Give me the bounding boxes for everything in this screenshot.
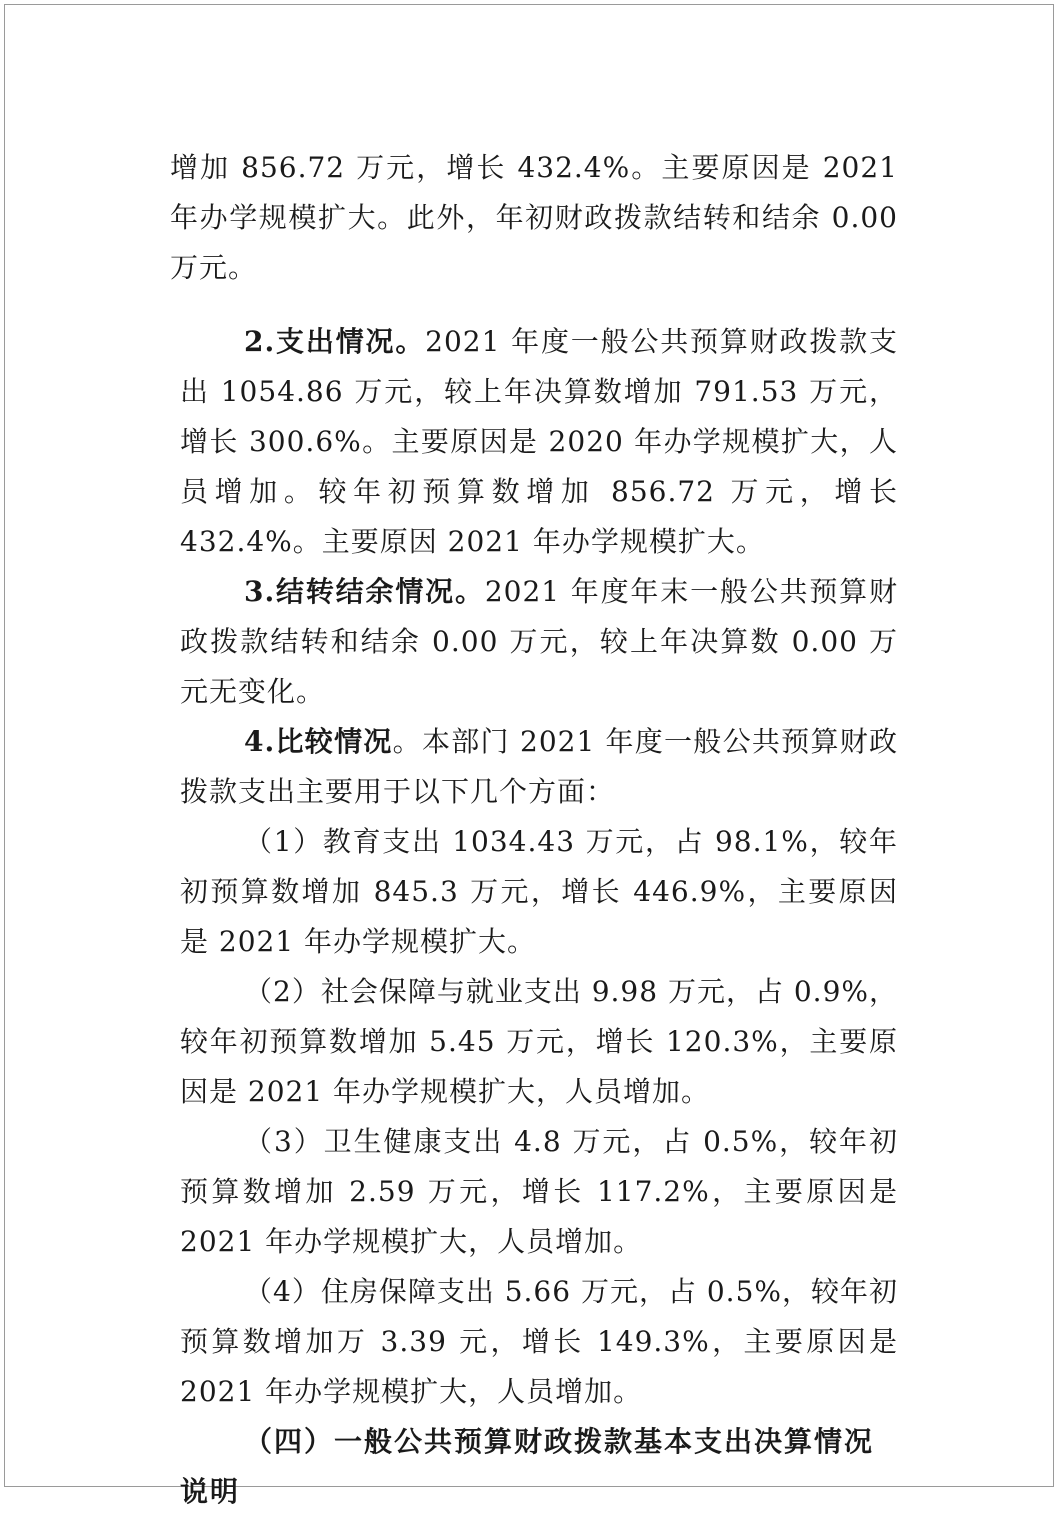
list-item-housing: （4）住房保障支出 5.66 万元，占 0.5%，较年初预算数增加万 3.39 元，增长 149.3%，主要原因是 2021 年办学规模扩大，人员增加。 (180, 1275, 898, 1408)
section-heading: （四）一般公共预算财政拨款基本支出决算情况说明 (180, 1425, 875, 1508)
expenditure-text: 2021 年度一般公共预算财政拨款支出 1054.86 万元，较上年决算数增加 791.53 万元，增长 300.6%。主要原因是 2020 年办学规模扩大，人员增加。较年初预算数增加 856.72 万元，增长 432.4%。主要原因 2021 年办学规模扩大。 (180, 325, 898, 558)
paragraph-income-continued: 增加 856.72 万元，增长 432.4%。主要原因是 2021 年办学规模扩大。此外，年初财政拨款结转和结余 0.00 万元。 (170, 151, 898, 284)
document-page (4, 4, 1054, 1508)
paragraph-carryover (180, 567, 898, 717)
heading-carryover: 3.结转结余情况。 (244, 575, 485, 608)
body-block (170, 317, 898, 1517)
paragraph-expenditure (180, 317, 898, 567)
list-item-health: （3）卫生健康支出 4.8 万元，占 0.5%，较年初预算数增加 2.59 万元，增长 117.2%，主要原因是 2021 年办学规模扩大，人员增加。 (180, 1125, 898, 1258)
list-item-education: （1）教育支出 1034.43 万元，占 98.1%，较年初预算数增加 845.3 万元，增长 446.9%，主要原因是 2021 年办学规模扩大。 (180, 825, 898, 958)
paragraph-gap (170, 293, 898, 317)
comparison-text: 。本部门 2021 年度一般公共预算财政拨款支出主要用于以下几个方面： (180, 725, 899, 808)
document-body (170, 143, 898, 1517)
list-item-social-security: （2）社会保障与就业支出 9.98 万元，占 0.9%，较年初预算数增加 5.45 万元，增长 120.3%，主要原因是 2021 年办学规模扩大，人员增加。 (180, 975, 898, 1108)
paragraph-comparison (180, 717, 898, 817)
carryover-text: 2021 年度年末一般公共预算财政拨款结转和结余 0.00 万元，较上年决算数 0.00 万元无变化。 (180, 575, 899, 708)
heading-comparison: 4.比较情况 (244, 725, 393, 758)
heading-expenditure: 2.支出情况。 (244, 325, 426, 358)
